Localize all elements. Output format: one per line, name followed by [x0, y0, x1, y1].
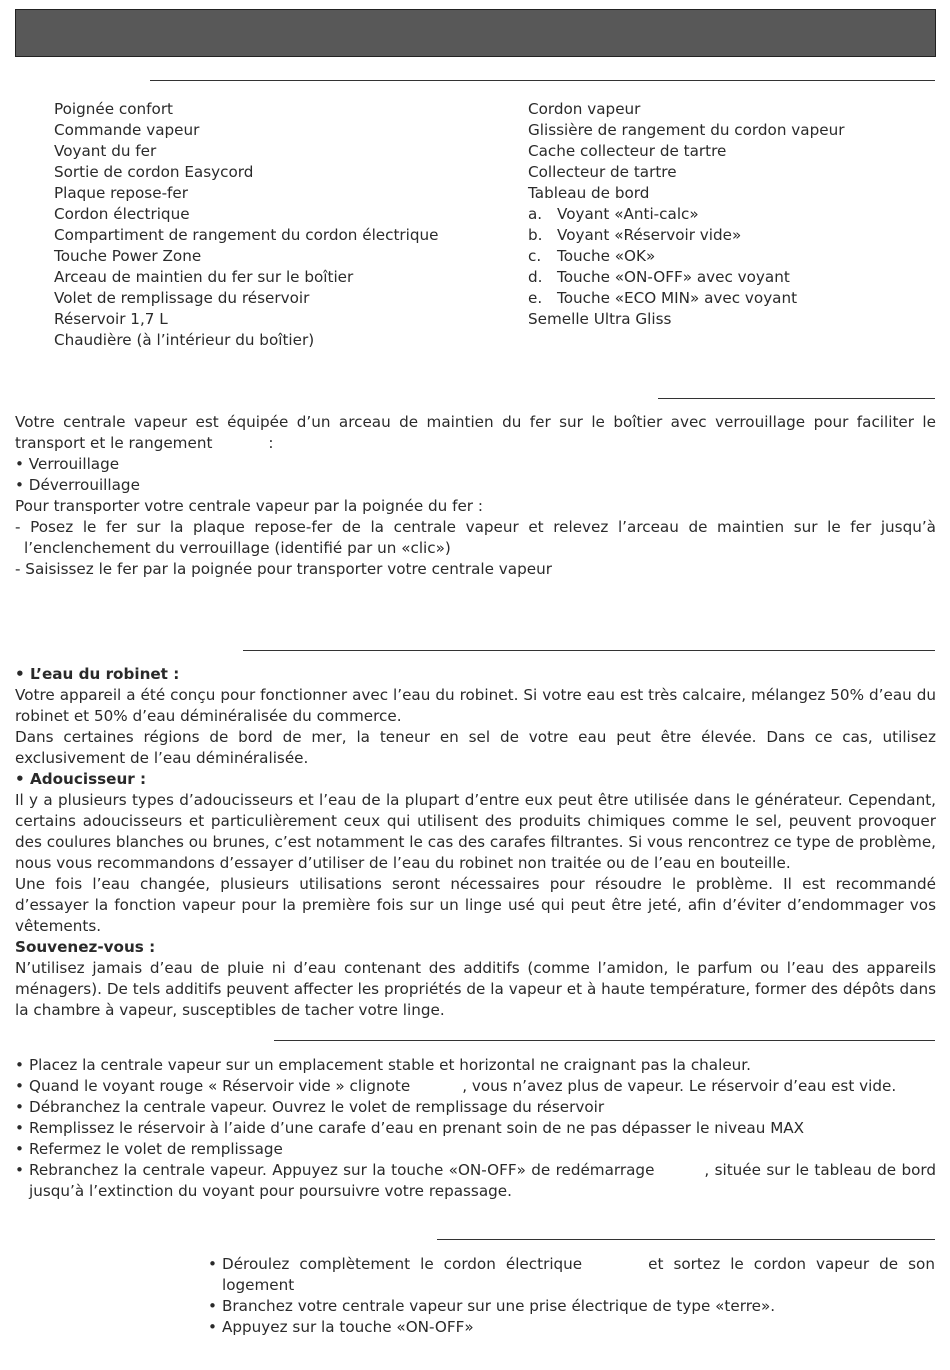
part-item: Cordon électrique	[54, 205, 190, 223]
water-heading-softener: • Adoucisseur :	[15, 770, 147, 788]
part-item: Cache collecteur de tartre	[528, 142, 727, 160]
fill-section	[15, 1055, 936, 1202]
bullet-mark: •	[15, 1119, 24, 1137]
header-bar	[15, 9, 936, 57]
part-item: Réservoir 1,7 L	[54, 310, 168, 328]
bullet-mark: •	[15, 1140, 24, 1158]
sub-item-text: Touche «ON-OFF» avec voyant	[557, 268, 790, 286]
part-item: Touche Power Zone	[54, 247, 202, 265]
section-rule-water	[243, 650, 935, 651]
transport-intro-colon: :	[268, 434, 274, 452]
sub-item-text: Touche «ECO MIN» avec voyant	[557, 289, 798, 307]
sub-item-letter: b.	[528, 226, 543, 244]
part-item: Sortie de cordon Easycord	[54, 163, 254, 181]
use-step	[208, 1296, 935, 1317]
fill-step	[15, 1076, 936, 1097]
sub-item-letter: c.	[528, 247, 542, 265]
fill-step-text: Remplissez le réservoir à l’aide d’une carafe d’eau en prenant soin de ne pas dépasser le niveau MAX	[29, 1119, 805, 1137]
water-paragraph: Dans certaines régions de bord de mer, la teneur en sel de votre eau peut être élevée. Dans ce cas, utilisez exclusivement de l’eau déminéralisée.	[15, 728, 936, 767]
dashboard-sub-item	[528, 204, 844, 225]
sub-item-letter: d.	[528, 268, 543, 286]
part-item: Chaudière (à l’intérieur du boîtier)	[54, 331, 315, 349]
transport-bullet: • Verrouillage	[15, 455, 120, 473]
use-step-text: Appuyez sur la touche «ON-OFF»	[222, 1318, 474, 1336]
part-item: Commande vapeur	[54, 121, 200, 139]
water-paragraph: Votre appareil a été conçu pour fonctionner avec l’eau du robinet. Si votre eau est très calcaire, mélangez 50% d’eau du robinet et 50% d’eau déminéralisée du commerce.	[15, 686, 936, 725]
fill-step-text: Placez la centrale vapeur sur un emplacement stable et horizontal ne craignant pas la chaleur.	[29, 1056, 751, 1074]
fill-step	[15, 1160, 936, 1202]
part-item: Arceau de maintien du fer sur le boîtier	[54, 268, 354, 286]
parts-list-left	[54, 99, 439, 351]
bullet-mark: •	[15, 1161, 24, 1179]
dashboard-sub-item	[528, 288, 844, 309]
water-heading-remember: Souvenez-vous :	[15, 938, 156, 956]
fill-step	[15, 1055, 936, 1076]
fill-step-text: Débranchez la centrale vapeur. Ouvrez le volet de remplissage du réservoir	[29, 1098, 605, 1116]
use-step-text: Branchez votre centrale vapeur sur une prise électrique de type «terre».	[222, 1297, 776, 1315]
use-section	[208, 1254, 935, 1338]
sub-item-letter: e.	[528, 289, 543, 307]
transport-bullet: • Déverrouillage	[15, 476, 140, 494]
use-step	[208, 1317, 935, 1338]
fill-step	[15, 1097, 936, 1118]
water-heading-tap: • L’eau du robinet :	[15, 665, 180, 683]
part-item: Cordon vapeur	[528, 100, 641, 118]
section-rule-transport	[658, 398, 935, 399]
transport-instruction: Pour transporter votre centrale vapeur par la poignée du fer :	[15, 497, 483, 515]
fill-step	[15, 1118, 936, 1139]
bullet-mark: •	[208, 1255, 217, 1273]
water-paragraph: N’utilisez jamais d’eau de pluie ni d’eau contenant des additifs (comme l’amidon, le parfum ou l’eau des appareils ménagers). De tels additifs peuvent affecter les propriétés de la vapeur et à haute température, former des dépôts dans la chambre à vapeur, susceptibles de tacher votre linge.	[15, 959, 936, 1019]
part-item: Semelle Ultra Gliss	[528, 310, 672, 328]
use-step	[208, 1254, 935, 1296]
part-item: Collecteur de tartre	[528, 163, 677, 181]
sub-item-text: Voyant «Anti-calc»	[557, 205, 699, 223]
part-item: Voyant du fer	[54, 142, 157, 160]
dashboard-sub-item	[528, 246, 844, 267]
transport-intro	[15, 412, 936, 454]
bullet-mark: •	[208, 1318, 217, 1336]
transport-step: - Posez le fer sur la plaque repose-fer de la centrale vapeur et relevez l’arceau de maintien sur le fer jusqu’à l’enclenchement du verrouillage (identifié par un «clic»)	[15, 518, 936, 557]
bullet-mark: •	[15, 1077, 24, 1095]
water-paragraph: Une fois l’eau changée, plusieurs utilisations seront nécessaires pour résoudre le problème. Il est recommandé d’essayer la fonction vapeur pour la première fois sur un linge usé qui peut être jeté, afin d’éviter d’endommager vos vêtements.	[15, 875, 936, 935]
bullet-mark: •	[15, 1098, 24, 1116]
transport-intro-text: Votre centrale vapeur est équipée d’un arceau de maintien du fer sur le boîtier avec verrouillage pour faciliter le transport et le rangement	[15, 413, 936, 452]
part-item: Plaque repose-fer	[54, 184, 188, 202]
transport-step: - Saisissez le fer par la poignée pour transporter votre centrale vapeur	[15, 560, 552, 578]
parts-list-right	[528, 99, 844, 330]
fill-step-text: Refermez le volet de remplissage	[29, 1140, 283, 1158]
sub-item-text: Voyant «Réservoir vide»	[557, 226, 742, 244]
section-rule-use	[437, 1239, 935, 1240]
bullet-mark: •	[15, 1056, 24, 1074]
part-item: Poignée confort	[54, 100, 174, 118]
dashboard-sub-item	[528, 267, 844, 288]
part-item: Compartiment de rangement du cordon électrique	[54, 226, 439, 244]
part-item: Volet de remplissage du réservoir	[54, 289, 310, 307]
fill-step	[15, 1139, 936, 1160]
sub-item-letter: a.	[528, 205, 543, 223]
fill-step-text: Quand le voyant rouge « Réservoir vide » clignote , vous n’avez plus de vapeur. Le réservoir d’eau est vide.	[29, 1077, 897, 1095]
transport-section	[15, 412, 936, 580]
section-rule-parts	[150, 80, 935, 81]
water-section	[15, 664, 936, 1021]
sub-item-text: Touche «OK»	[557, 247, 656, 265]
fill-step-text: Rebranchez la centrale vapeur. Appuyez sur la touche «ON-OFF» de redémarrage , située sur le tableau de bord jusqu’à l’extinction du voyant pour poursuivre votre repassage.	[29, 1161, 936, 1200]
bullet-mark: •	[208, 1297, 217, 1315]
part-item: Glissière de rangement du cordon vapeur	[528, 121, 845, 139]
part-item: Tableau de bord	[528, 184, 650, 202]
section-rule-fill	[274, 1040, 935, 1041]
use-step-text: Déroulez complètement le cordon électrique et sortez le cordon vapeur de son logement	[222, 1255, 935, 1294]
dashboard-sub-item	[528, 225, 844, 246]
water-paragraph: Il y a plusieurs types d’adoucisseurs et l’eau de la plupart d’entre eux peut être utilisée dans le générateur. Cependant, certains adoucisseurs et particulièrement ceux qui utilisent des produits chimiques comme le sel, peuvent provoquer des coulures blanches ou brunes, c’est notamment le cas des carafes filtrantes. Si vous rencontrez ce type de problème, nous vous recommandons d’essayer d’utiliser de l’eau du robinet non traitée ou de l’eau en bouteille.	[15, 791, 936, 872]
